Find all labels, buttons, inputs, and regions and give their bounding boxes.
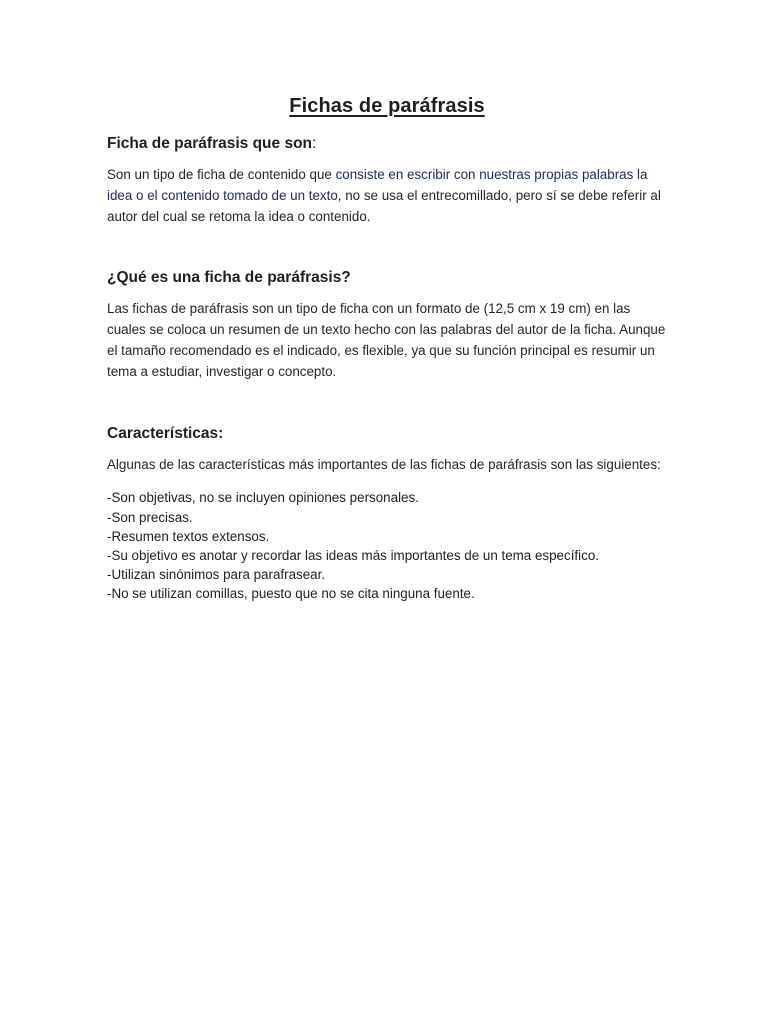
list-item: -Son precisas. bbox=[107, 509, 193, 525]
list-item: -Utilizan sinónimos para parafrasear. bbox=[107, 567, 326, 583]
section-heading-definition-text: Ficha de paráfrasis que son bbox=[107, 135, 313, 152]
section-heading-definition bbox=[107, 133, 667, 155]
paragraph-definition bbox=[107, 165, 667, 227]
document-title: Fichas de paráfrasis bbox=[289, 95, 485, 117]
paragraph-definition-part-3: , no se usa el entrecomillado, pero sí se debe referir al autor del cual se retoma la idea o contenido. bbox=[107, 187, 661, 224]
paragraph-characteristics-intro: Algunas de las características más importantes de las fichas de paráfrasis son las siguientes: bbox=[107, 456, 661, 472]
paragraph-definition-highlight: consiste en escribir con nuestras propias palabras la idea o el contenido tomado de un texto bbox=[107, 167, 648, 203]
list-item: -Son objetivas, no se incluyen opiniones personales. bbox=[107, 490, 419, 506]
characteristics-list bbox=[107, 488, 667, 603]
paragraph-definition-part-1: Son un tipo de ficha de contenido que bbox=[107, 167, 336, 182]
list-item: -Resumen textos extensos. bbox=[107, 528, 270, 544]
section-heading-what-is: ¿Qué es una ficha de paráfrasis? bbox=[107, 269, 351, 287]
list-item: -No se utilizan comillas, puesto que no se cita ninguna fuente. bbox=[107, 586, 475, 602]
list-item: -Su objetivo es anotar y recordar las ideas más importantes de un tema específico. bbox=[107, 547, 599, 563]
section-heading-characteristics: Características: bbox=[107, 424, 224, 442]
section-heading-definition-colon: : bbox=[312, 135, 317, 152]
document-body bbox=[107, 92, 667, 604]
paragraph-what-is: Las fichas de paráfrasis son un tipo de ficha con un formato de (12,5 cm x 19 cm) en las cuales se coloca un resumen de un texto hecho con las palabras del autor de la ficha. Aunque el tamaño recomendado es el indicado, es flexible, ya que su función principal es resumir un tema a estudiar, investigar o concepto. bbox=[107, 301, 666, 379]
